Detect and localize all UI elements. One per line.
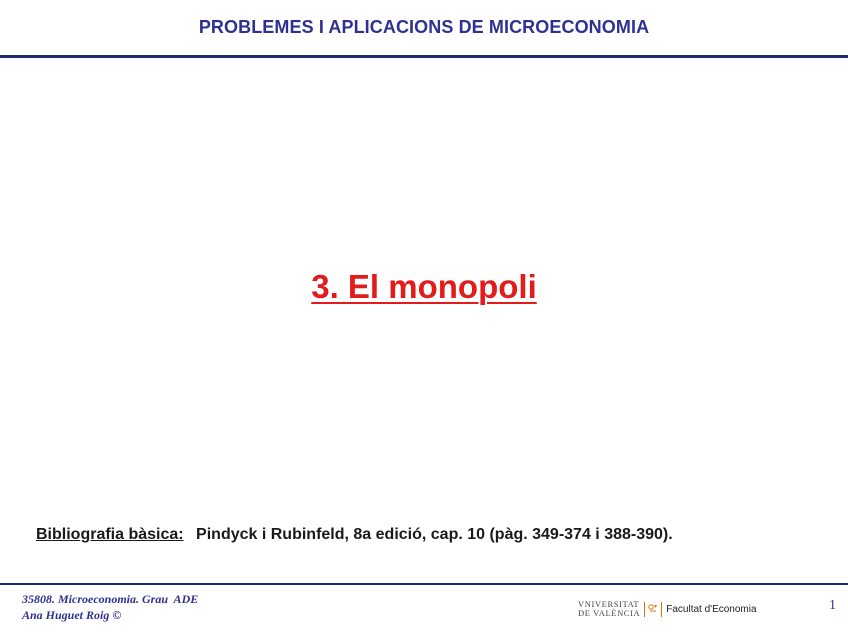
university-name-line2: DE VALÈNCIA [578,608,641,618]
bibliography [36,526,826,544]
header-rule [0,55,848,58]
footer-author-line: Ana Huguet Roig © [22,608,122,622]
header-title: PROBLEMES I APLICACIONS DE MICROECONOMIA [198,17,650,37]
footer-course-info [22,591,198,623]
slide-title: 3. El monopoli [311,268,537,305]
bibliography-text: Pindyck i Rubinfeld, 8a edició, cap. 10 (pàg. 349-374 i 388-390). [196,526,673,543]
footer-rule [0,583,848,585]
university-logo [578,597,757,621]
university-name-line1: VNIVERSITAT [578,599,640,609]
page-number: 1 [829,598,836,613]
university-name [578,600,640,618]
bibliography-label: Bibliografia bàsica: [36,526,184,543]
university-mark-icon [644,602,662,617]
faculty-name: Facultat d'Economia [666,603,757,615]
footer-course-line: 35808. Microeconomia. Grau ADE [22,592,199,606]
